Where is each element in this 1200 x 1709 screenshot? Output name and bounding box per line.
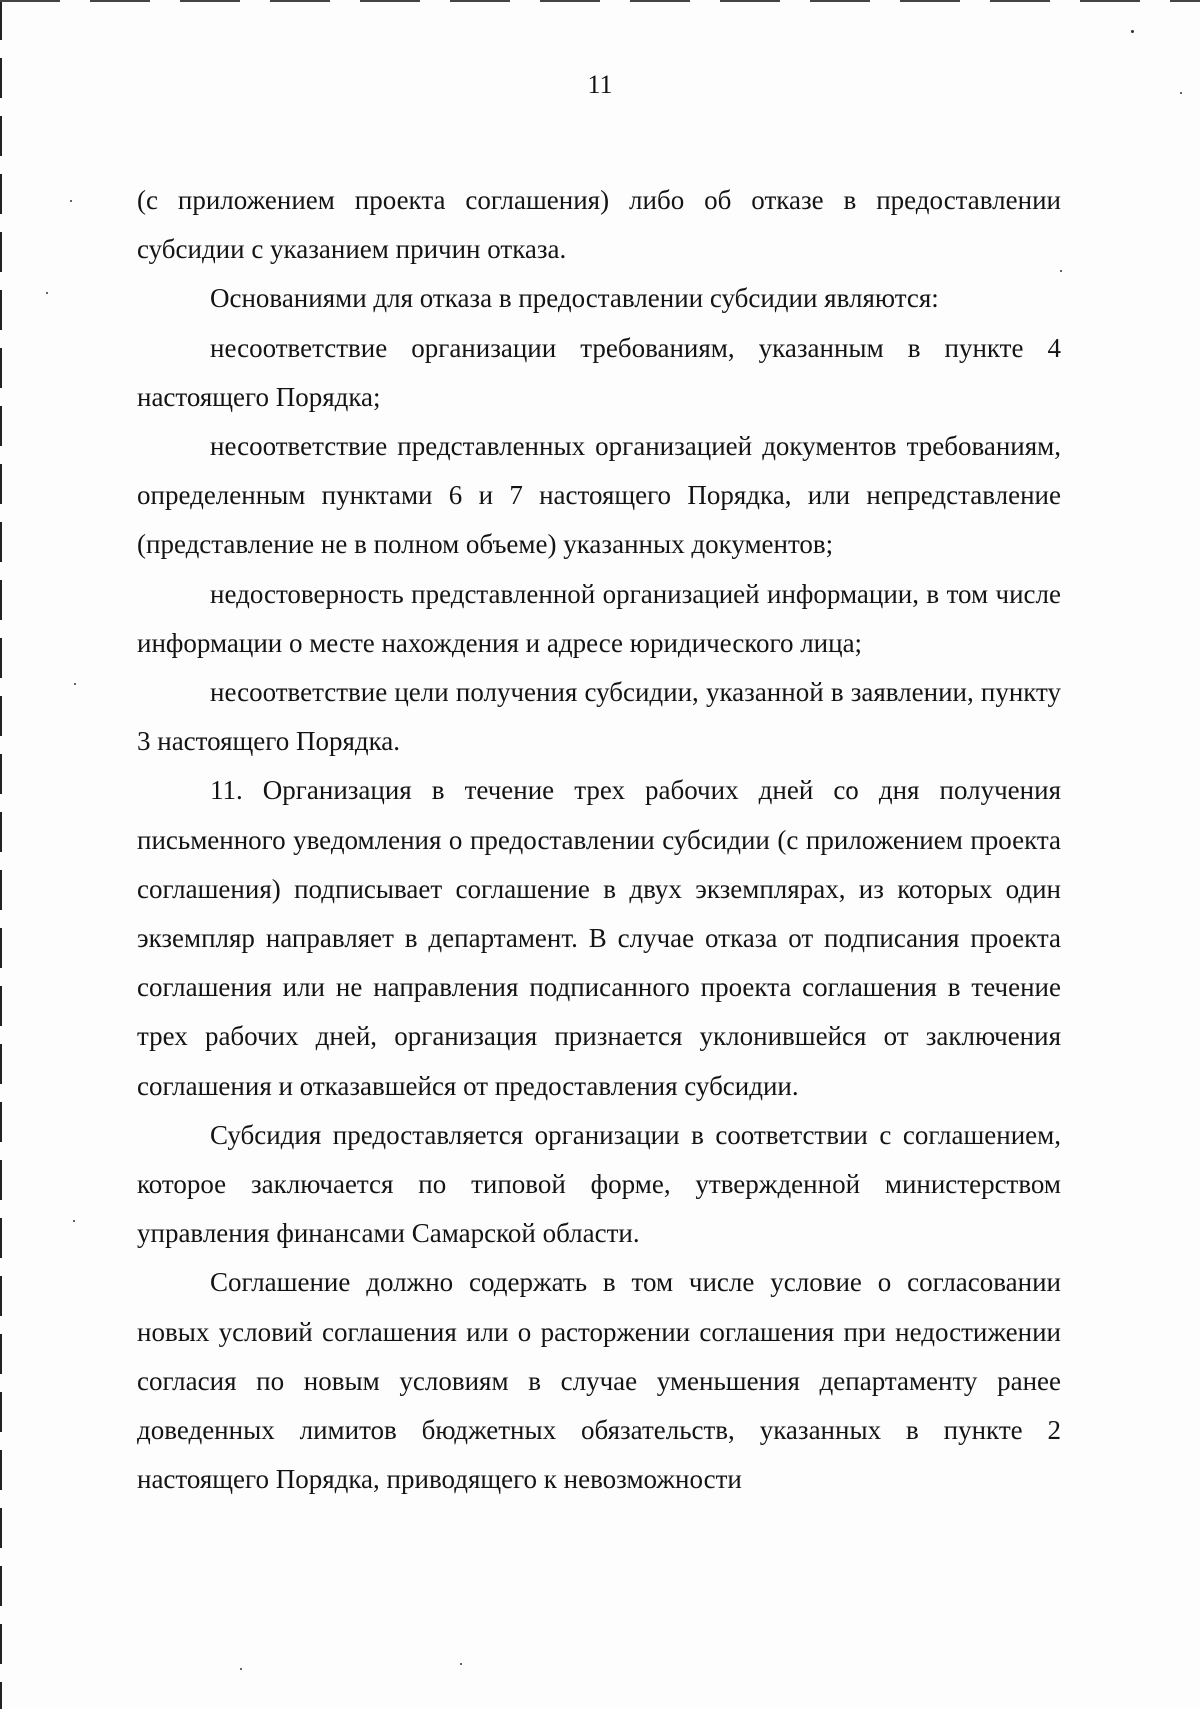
paragraph: несоответствие представленных организацией документов требованиям, определенным пунктами 6 и 7 настоящего Порядка, или непредставление (представление не в полном объеме) указанных документов; [137, 431, 1061, 560]
paragraph: (с приложением проекта соглашения) либо об отказе в предоставлении субсидии с указанием причин отказа. [137, 185, 1061, 265]
scan-speck [74, 683, 76, 685]
paragraph: несоответствие организации требованиям, указанным в пункте 4 настоящего Порядка; [137, 332, 1061, 412]
scan-speck [240, 1668, 242, 1670]
document-body [137, 176, 1061, 1504]
paragraph: Субсидия предоставляется организации в соответствии с соглашением, которое заключается по типовой форме, утвержденной министерством управления финансами Самарской области. [137, 1119, 1061, 1249]
page-number: 11 [587, 70, 613, 99]
scan-left-edge [0, 0, 2, 1709]
paragraph: Основаниями для отказа в предоставлении субсидии являются: [210, 283, 939, 314]
scan-speck [1131, 30, 1134, 33]
scan-speck [46, 292, 48, 294]
paragraph: недостоверность представленной организацией информации, в том числе информации о месте нахождения и адресе юридического лица; [137, 578, 1061, 658]
scan-speck [70, 200, 72, 202]
scan-speck [460, 1663, 462, 1665]
paragraph: Соглашение должно содержать в том числе условие о согласовании новых условий соглашения или о расторжении соглашения при недостижении согласия по новым условиям в случае уменьшения департаменту ранее доведенных лимитов бюджетных обязательств, указанных в пункте 2 настоящего Порядка, приводящего к невозможности [137, 1267, 1061, 1495]
scan-speck [73, 1220, 75, 1222]
paragraph: 11. Организация в течение трех рабочих дней со дня получения письменного уведомления о предоставлении субсидии (с приложением проекта соглашения) подписывает соглашение в двух экземплярах, из которых один экземпляр направляет в департамент. В случае отказа от подписания проекта соглашения или не направления подписанного проекта соглашения в течение трех рабочих дней, организация признается уклонившейся от заключения соглашения и отказавшейся от предоставления субсидии. [137, 775, 1061, 1101]
paragraph: несоответствие цели получения субсидии, указанной в заявлении, пункту 3 настоящего Порядка. [137, 677, 1061, 757]
scan-top-edge [0, 0, 1200, 2]
